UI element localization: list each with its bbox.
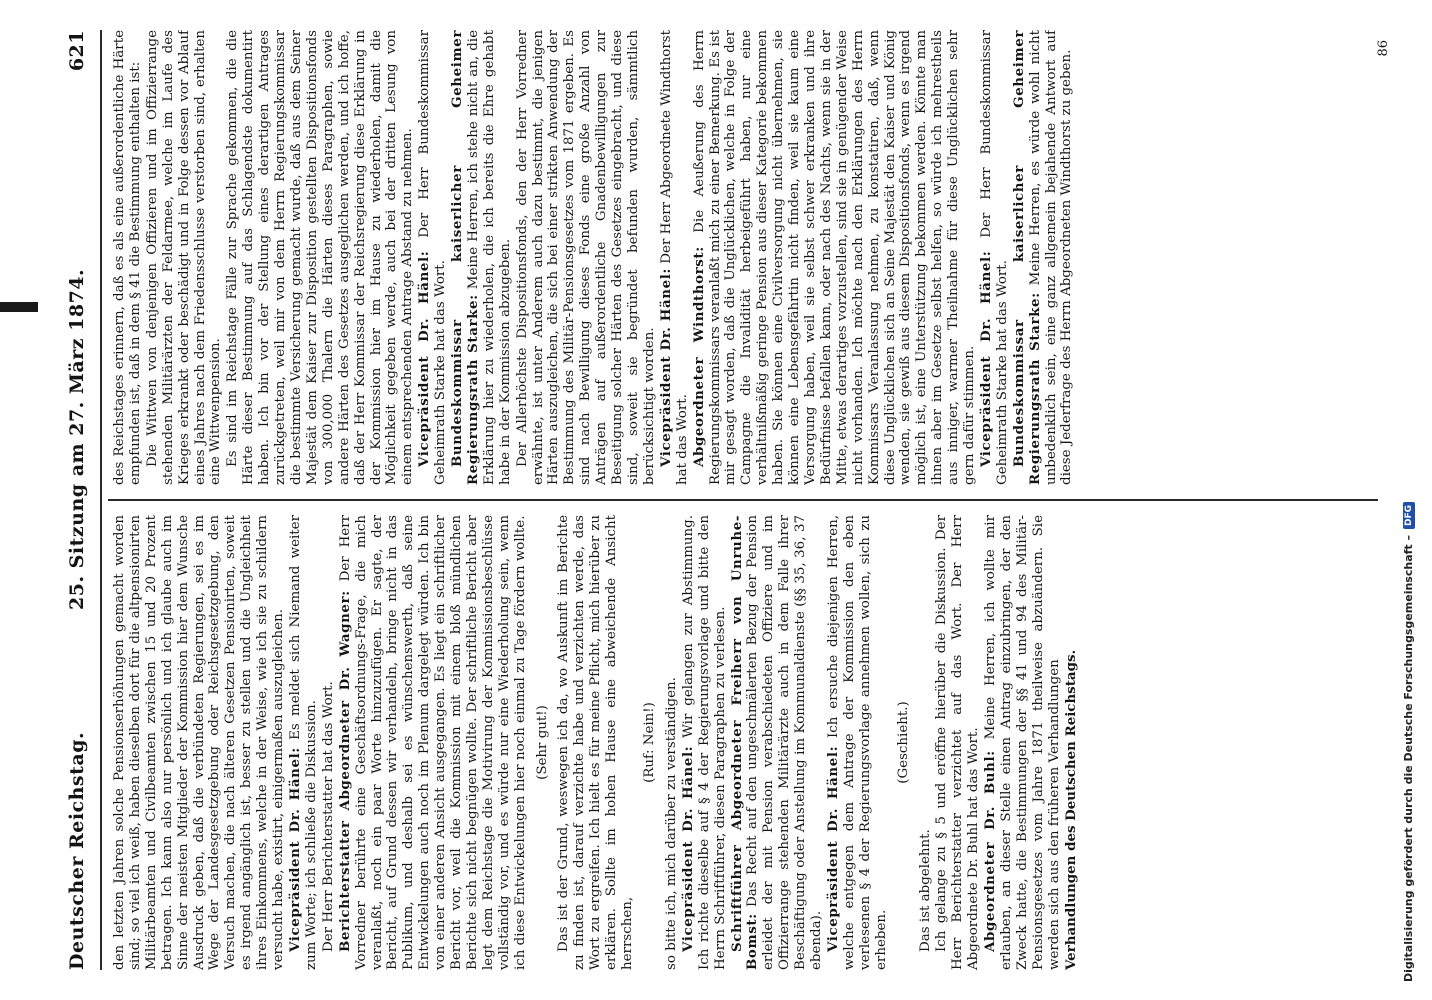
paragraph-text: Das Recht auf den ungeschmälerten Bezug der Pension erleidet der mit Pension verabschiedeten Offiziere und im Offizierrange stehenden Militärärzte auch in dem Falle ihrer Beschäftigung oder Anstellung im Kommunaldienste (§§ 35, 36, 37 ebenda).: [745, 515, 825, 970]
paragraph-text: Meine Herren, es würde wohl nicht unbedenklich sein, eine ganz allgemein bejahende Antwort auf diese Jederfrage des Herrn Abgeordneten Windthorst zu geben.: [1027, 30, 1075, 485]
paragraph: [983, 515, 1063, 970]
page-number: 621: [66, 30, 88, 72]
speaker-name: Vicepräsident Dr. Hänel:: [824, 745, 841, 952]
paragraph: [338, 515, 529, 970]
paragraph: [659, 30, 691, 485]
paragraph-text: Meine Herren, ich stehe nicht an, die Erklärung hier zu wiederholen, die ich bereits die Ehre gehabt habe in der Kommission abzugeben.: [465, 30, 513, 485]
paragraph: [826, 515, 890, 970]
header-rule: [100, 30, 102, 970]
paragraph: [225, 30, 416, 485]
paragraph-text: Der Herr Berichterstatter hat das Wort.: [320, 681, 336, 952]
paragraph: [417, 30, 449, 485]
right-text-column: [112, 30, 1392, 485]
paragraph: [112, 515, 287, 970]
paragraph-text: Der Allerhöchste Dispositionsfonds, den der Herr Vorredner erwähnte, ist unter Anderem auch dazu bestimmt, die jenigen Härten auszugleichen, die sich bei einer strikten Anwendung der Bestimmung des Militär-Pensionsgesetzes vom 1871 ergeben. Es sind nach Bewilligung dieses Fonds eine große Anzahl von Anträgen auf außerordentliche Gnadenbewilligungen zur Beseitigung solcher Härten des Gesetzes eingebracht, und diese sind, soweit sie begründet befunden wurden, sämmtlich berücksichtigt worden.: [514, 30, 657, 485]
paragraph-text: den letzten Jahren solche Pensionserhöhungen gemacht worden sind; so viel ich weiß, haben dieselben dort für die altpensionirten Militärbeamten und Civilbeamten zwischen 15 und 20 Prozent betragen. Ich kann also nur persönlich und ich glaube auch im Sinne der meisten Mitglieder der Kommission hier dem Wunsche Ausdruck geben, daß die verbündeten Regierungen, sei es im Wege der Landesgesetzgebung oder Reichsgesetzgebung, den Versuch machen, die nach älteren Gesetzen Pensionirten, soweit es irgend angänglich ist, besser zu stellen und die Ungleichheit ihres Einkommens, welche in der Weise, wie ich sie zu schildern versucht habe, existirt, einigermaßen auszugleichen.: [112, 515, 287, 970]
speaker-name: Bundeskommissar kaiserlicher Geheimer Regierungsrath Starke:: [449, 30, 481, 485]
scan-edge: [0, 0, 52, 1000]
digitization-note-text: Digitalisierung gefördert durch die Deutsche Forschungsgemeinschaft –: [1402, 535, 1415, 982]
paragraph-text: Der Herr Vorredner berührte eine Geschäftsordnungs-Frage, die mich veranlaßt, noch ein paar Worte hinzuzufügen. Er sagte, der Bericht, auf Grund dessen wir verhandeln, bringe nicht in das Publikum, und deshalb sei es wünschenswerth, daß seine Entwickelungen auch noch im Plenum dargelegt würden. Ich bin von einer anderen Ansicht ausgegangen. Es liegt ein schriftlicher Bericht vor, weil die Kommission mit einem bloß mündlichen Berichte sich nicht begnügen wollte. Der schriftliche Bericht aber legt dem Reichstage die Motivirung der Kommissionsbeschlüsse vollständig vor, und es würde nur eine Wiederholung sein, wenn ich diese Entwickelungen hier noch einmal zu Tage fördern wollte.: [337, 515, 528, 970]
paragraph: [664, 515, 680, 970]
paragraph-text: Wir gelangen zur Abstimmung. Ich richte dieselbe auf § 4 der Regierungsvorlage und bitte den Herrn Schriftführer, diesen Paragraphen zu verlesen.: [680, 515, 728, 970]
paragraph-text: Die Aeußerung des Herrn Regierungskommissars veranlaßt mich zu einer Bemerkung. Es ist mir gesagt worden, daß die Unglücklichen, welche in Folge der Campagne die Invalidität herbeigeführt haben, nur eine verhältnißmäßig geringe Pension aus dieser Kategorie bekommen haben. Sie können eine Civilversorgung nicht übernehmen, sie können eine Lebensgefährtin nicht finden, weil sie kaum eine Versorgung haben, weil sie selbst schwer erkranken und ihre Bedürfnisse befallen kann, oder nach des Nachts, wenn sie in der Mitte, etwas derartiges vorzustellen, sind sie in genügender Weise nicht vorhanden. Ich möchte nach den Erklärungen des Herrn Kommissars Veranlassung nehmen, zu konstatiren, daß, wenn diese Unglücklichen sich an Seine Majestät den Kaiser und König wenden, sie gewiß aus diesem Dispositionsfonds, wenn es irgend möglich ist, eine Unterstützung bekommen werden. Könnte man ihnen aber im Gesetze selbst helfen, so würde ich mehrestheils aus inniger, warmer Theilnahme für diese Unglücklichen sehr gern dafür stimmen.: [691, 30, 978, 485]
paragraph: [556, 515, 636, 970]
paragraph: [896, 515, 912, 970]
speaker-name: Vicepräsident Dr. Hänel:: [679, 745, 696, 952]
paragraph: [681, 515, 729, 970]
paragraph-text: Der Herr Bundeskommissar Geheimrath Starke hat das Wort.: [417, 30, 449, 485]
paragraph-text: (Sehr gut!): [534, 705, 550, 780]
paragraph: [535, 515, 551, 970]
paragraph: [979, 30, 1011, 485]
paragraph: [145, 30, 225, 485]
dfg-logo: DFG: [1403, 502, 1415, 529]
left-text-column: [112, 515, 1392, 970]
speaker-name: Vicepräsident Dr. Hänel:: [977, 250, 994, 467]
paragraph-text: (Geschieht.): [895, 701, 911, 784]
paragraph-text: so bitte ich, mich darüber zu verständigen.: [663, 677, 679, 970]
scan-mark: [0, 302, 38, 312]
paragraph: [692, 30, 978, 485]
speaker-name: Vicepräsident Dr. Hänel:: [286, 747, 303, 952]
paragraph-text: Es sind im Reichstage Fälle zur Sprache gekommen, die die Härte dieser Bestimmung auf das Schlagendste dokumentirt haben. Ich bin vor der Stellung eines derartigen Antrages zurückgetreten, weil mir von dem Herrn Regierungskommissar die bestimmte Versicherung gemacht wurde, daß aus dem Seiner Majestät dem Kaiser zur Disposition gestellten Dispositionsfonds von 300,000 Thalern die Härten dieses Paragraphen, sowie andere Härten des Gesetzes ausgeglichen werden, und ich hoffe, daß der Herr Kommissar der Reichsregierung diese Erklärung in der Kommission hier im Hause zu wiederholen, damit die Möglichkeit gegeben werde, auch bei der dritten Lesung von einem entsprechenden Antrage Abstand zu nehmen.: [225, 30, 416, 485]
paragraph: [450, 30, 514, 485]
paragraph: [918, 515, 934, 970]
paragraph-text: Die Wittwen von denjenigen Offizieren und im Offizierrange stehenden Militärärzten der Feldarmee, welche im Laufe des Krieges erkrankt oder beschädigt und in Folge dessen vor Ablauf eines Jahres nach dem Friedensschlusse verstorben sind, erhalten eine Wittwenpension.: [144, 30, 224, 485]
speaker-name: Bundeskommissar kaiserlicher Geheimer Regierungsrath Starke:: [1010, 30, 1043, 485]
paragraph: [112, 30, 144, 485]
speaker-name: Schriftführer Abgeordneter Freiherr von Unruhe-Bomst:: [728, 515, 761, 970]
paragraph-text: Meine Herren, ich wollte mir erlauben, an dieser Stelle einen Antrag einzubringen, der den Zweck hatte, die Bestimmungen der §§ 41 und 94 des Militär-Pensionsgesetzes vom Jahre 1871 theilweise abzuändern. Sie werden sich aus den früheren Verhandlungen: [983, 515, 1062, 970]
paragraph: [934, 515, 982, 970]
publication-footer: Verhandlungen des Deutschen Reichstags.: [1062, 649, 1079, 970]
paragraph: [730, 515, 825, 970]
running-head-session: 25. Sitzung am 27. März 1874.: [66, 268, 88, 610]
digitization-note: [1402, 502, 1415, 982]
paragraph: [515, 30, 658, 485]
paragraph-text: Der Herr Abgeordnete Windthorst hat das Wort.: [658, 30, 690, 485]
paragraph: [642, 515, 658, 970]
paragraph-text: Ich gelange zu § 5 und eröffne hierüber die Diskussion. Der Herr Berichterstatter verzichtet auf das Wort. Der Herr Abgeordnete Dr. Buhl hat das Wort.: [934, 515, 982, 970]
sheet-number: 86: [1376, 40, 1391, 57]
paragraph: [288, 515, 320, 970]
paragraph-text: Der Herr Bundeskommissar Geheimrath Starke hat das Wort.: [978, 30, 1010, 485]
paragraph: [1012, 30, 1076, 485]
speaker-name: Vicepräsident Dr. Hänel:: [416, 250, 433, 467]
speaker-name: Berichterstatter Abgeordneter Dr. Wagner:: [336, 590, 353, 952]
speaker-name: Vicepräsident Dr. Hänel:: [657, 268, 674, 467]
speaker-name: Abgeordneter Dr. Buhl:: [982, 750, 999, 952]
speaker-name: Abgeordneter Windthorst:: [690, 246, 707, 467]
paragraph-text: des Reichstages erinnern, daß es als eine außerordentliche Härte empfunden ist, daß in dem § 41 die Bestimmung enthalten ist:: [112, 30, 143, 485]
running-head: [58, 30, 98, 970]
paragraph-text: Das ist abgelehnt.: [917, 829, 933, 952]
column-rule: [108, 499, 1378, 501]
running-head-title: Deutscher Reichstag.: [66, 731, 88, 970]
paragraph-text: Ich ersuche diejenigen Herren, welche entgegen dem Antrage der Kommission den eben verlesenen § 4 der Regierungsvorlage annehmen wollen, sich zu erheben.: [825, 515, 889, 970]
paragraph-text: Es meldet sich Niemand weiter zum Worte; ich schließe die Diskussion.: [287, 515, 319, 970]
paragraph-text: (Ruf: Nein!): [642, 702, 657, 783]
paragraph: [321, 515, 337, 970]
paragraph-text: Das ist der Grund, weswegen ich da, wo Auskunft im Berichte zu finden ist, darauf verzichte habe und verzichten werde, das Wort zu ergreifen. Ich hielt es für meine Pflicht, mich hierüber zu erklären. Sollte im hohen Hause eine abweichende Ansicht herrschen,: [556, 515, 636, 970]
